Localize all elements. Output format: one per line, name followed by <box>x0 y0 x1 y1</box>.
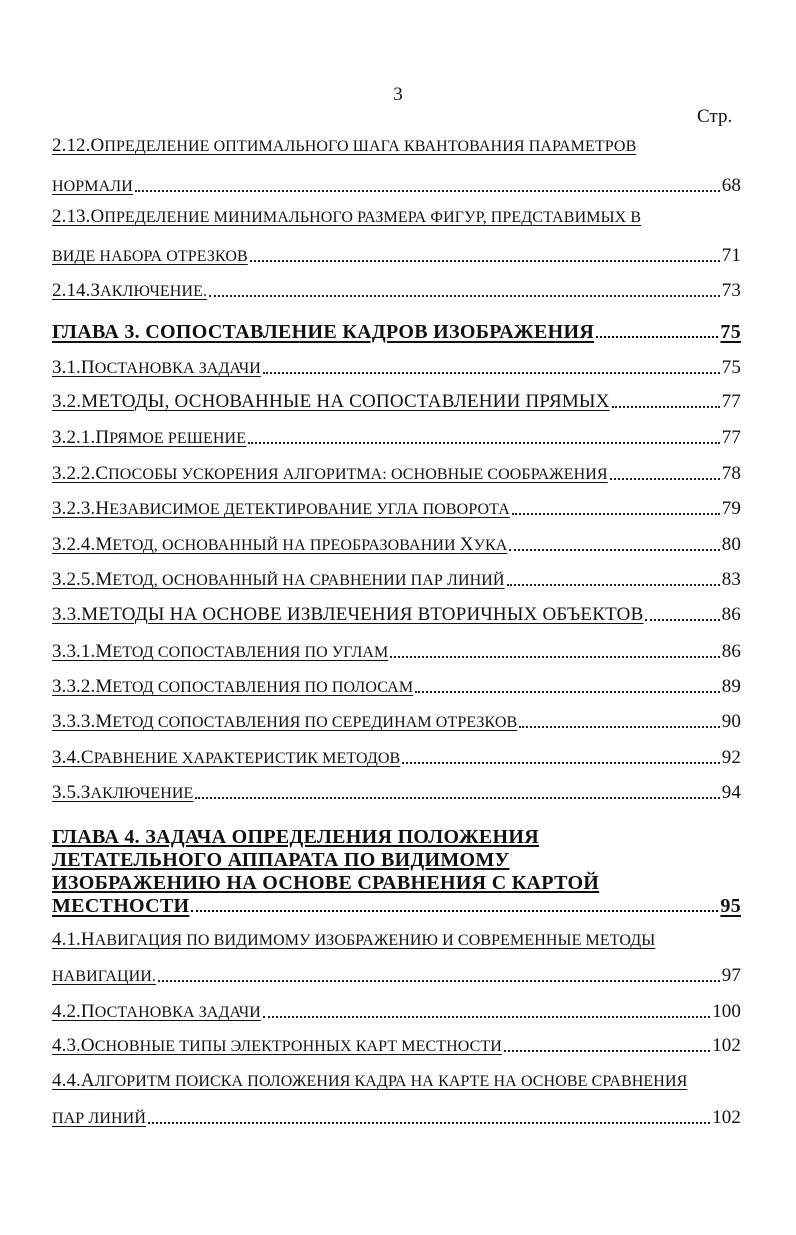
toc-entry-3-3-3[interactable]: 3.3.3.МЕТОД СОПОСТАВЛЕНИЯ ПО СЕРЕДИНАМ ОТРЕЗКОВ 90 <box>52 711 741 732</box>
chapter-title-line: ГЛАВА 4. ЗАДАЧА ОПРЕДЕЛЕНИЯ ПОЛОЖЕНИЯ <box>52 826 540 848</box>
toc-entry-2-12[interactable]: 2.12.ОПРЕДЕЛЕНИЕ ОПТИМАЛЬНОГО ШАГА КВАНТОВАНИЯ ПАРАМЕТРОВ <box>52 135 637 156</box>
toc-entry-page: 95 <box>720 895 741 917</box>
toc-entry-page: 86 <box>721 604 741 625</box>
toc-entry-title: 3.2.МЕТОДЫ, ОСНОВАННЫЕ НА СОПОСТАВЛЕНИИ ПРЯМЫХ <box>52 391 610 412</box>
toc-entry-page: 77 <box>721 391 741 412</box>
toc-chapter-3[interactable] <box>52 322 741 342</box>
toc-entry-3-4[interactable]: 3.4.СРАВНЕНИЕ ХАРАКТЕРИСТИК МЕТОДОВ 92 <box>52 747 741 768</box>
toc-entry-page: 73 <box>721 280 741 301</box>
dot-leader <box>158 970 720 982</box>
toc-entry-4-4[interactable]: 4.4.АЛГОРИТМ ПОИСКА ПОЛОЖЕНИЯ КАДРА НА КАРТЕ НА ОСНОВЕ СРАВНЕНИЯ <box>52 1070 688 1091</box>
toc-entry-title: АКЛЮЧЕНИЕ <box>90 785 194 802</box>
toc-entry-title: РЯМОЕ РЕШЕНИЕ <box>109 430 247 447</box>
toc-entry-4-1[interactable]: 4.1.НАВИГАЦИЯ ПО ВИДИМОМУ ИЗОБРАЖЕНИЮ И СОВРЕМЕННЫЕ МЕТОДЫ <box>52 929 656 950</box>
toc-entry-4-2[interactable]: 4.2.ПОСТАНОВКА ЗАДАЧИ 100 <box>52 1001 741 1022</box>
toc-entry-2-13-continued[interactable] <box>52 246 741 265</box>
dot-leader <box>195 787 719 799</box>
toc-entry-page: 80 <box>721 534 741 555</box>
chapter-title-line: ЛЕТАТЕЛЬНОГО АППАРАТА ПО ВИДИМОМУ <box>52 849 510 871</box>
toc-entry-4-1-continued[interactable] <box>52 966 741 985</box>
toc-entry-2-14[interactable]: 2.14.ЗАКЛЮЧЕНИЕ. 73 <box>52 280 741 301</box>
dot-leader <box>512 503 720 515</box>
dot-leader <box>250 250 720 262</box>
toc-entry-title: 3.3.МЕТОДЫ НА ОСНОВЕ ИЗВЛЕЧЕНИЯ ВТОРИЧНЫХ ОБЪЕКТОВ <box>52 604 644 625</box>
dot-leader <box>504 1040 710 1052</box>
dot-leader <box>596 326 718 338</box>
toc-entry-page: 83 <box>721 569 741 590</box>
toc-entry-3-2[interactable] <box>52 392 741 411</box>
toc-entry-page: 97 <box>721 965 741 986</box>
dot-leader <box>415 681 720 693</box>
toc-entry-title: ЕТОД СОПОСТАВЛЕНИЯ ПО УГЛАМ <box>112 644 389 661</box>
toc-entry-title: ОСТАНОВКА ЗАДАЧИ <box>94 360 261 377</box>
dot-leader <box>263 1006 710 1018</box>
toc-entry-title: СНОВНЫЕ ТИПЫ ЭЛЕКТРОННЫХ КАРТ МЕСТНОСТИ <box>94 1038 502 1055</box>
toc-entry-4-3[interactable]: 4.3.ОСНОВНЫЕ ТИПЫ ЭЛЕКТРОННЫХ КАРТ МЕСТНОСТИ 102 <box>52 1035 741 1056</box>
toc-chapter-4[interactable] <box>52 826 752 895</box>
toc-entry-title: ПРЕДЕЛЕНИЕ ОПТИМАЛЬНОГО ШАГА КВАНТОВАНИЯ ПАРАМЕТРОВ <box>104 138 637 155</box>
toc-entry-3-2-1[interactable]: 3.2.1.ПРЯМОЕ РЕШЕНИЕ 77 <box>52 427 741 448</box>
toc-entry-title: ВИДЕ НАБОРА ОТРЕЗКОВ <box>52 248 248 265</box>
toc-entry-title: ПОСОБЫ УСКОРЕНИЯ АЛГОРИТМА: ОСНОВНЫЕ СООБРАЖЕНИЯ <box>108 466 608 483</box>
dot-leader <box>519 716 719 728</box>
dot-leader <box>248 432 720 444</box>
toc-entry-page: 68 <box>721 175 741 196</box>
toc-entry-page: 92 <box>721 747 741 768</box>
toc-entry-3-2-4[interactable]: 3.2.4.МЕТОД, ОСНОВАННЫЙ НА ПРЕОБРАЗОВАНИИ ХУКА 80 <box>52 534 741 555</box>
toc-entry-page: 71 <box>721 245 741 266</box>
toc-entry-page: 75 <box>720 321 741 343</box>
toc-entry-title: НОРМАЛИ <box>52 178 133 195</box>
toc-entry-title: РАВНЕНИЕ ХАРАКТЕРИСТИК МЕТОДОВ <box>93 750 401 767</box>
toc-chapter-4-last-line[interactable] <box>52 896 741 916</box>
toc-entry-3-2-5[interactable]: 3.2.5.МЕТОД, ОСНОВАННЫЙ НА СРАВНЕНИИ ПАР ЛИНИЙ 83 <box>52 569 741 590</box>
toc-entry-3-3-2[interactable]: 3.3.2.МЕТОД СОПОСТАВЛЕНИЯ ПО ПОЛОСАМ 89 <box>52 676 741 697</box>
toc-entry-page: 79 <box>721 498 741 519</box>
toc-entry-3-1[interactable]: 3.1.ПОСТАНОВКА ЗАДАЧИ 75 <box>52 357 741 378</box>
dot-leader <box>135 180 720 192</box>
dot-leader <box>402 752 720 764</box>
toc-entry-page: 94 <box>721 782 741 803</box>
toc-entry-number: 2.12. <box>52 135 91 156</box>
toc-entry-title: ПРЕДЕЛЕНИЕ МИНИМАЛЬНОГО РАЗМЕРА ФИГУР, ПРЕДСТАВИМЫХ В <box>104 209 642 226</box>
dot-leader <box>610 468 720 480</box>
dot-leader <box>612 396 720 408</box>
chapter-title-line: ИЗОБРАЖЕНИЮ НА ОСНОВЕ СРАВНЕНИЯ С КАРТОЙ <box>52 872 600 894</box>
toc-entry-3-3[interactable] <box>52 605 741 624</box>
page-number: 3 <box>393 84 403 105</box>
toc-entry-2-13[interactable]: 2.13.ОПРЕДЕЛЕНИЕ МИНИМАЛЬНОГО РАЗМЕРА ФИГУР, ПРЕДСТАВИМЫХ В <box>52 206 642 227</box>
dot-leader <box>509 539 719 551</box>
toc-entry-title: ЕТОД СОПОСТАВЛЕНИЯ ПО ПОЛОСАМ <box>112 679 414 696</box>
chapter-title-line: МЕСТНОСТИ <box>52 895 190 917</box>
dot-leader <box>507 574 720 586</box>
toc-entry-page: 102 <box>712 1035 741 1056</box>
dot-leader <box>263 362 720 374</box>
toc-entry-page: 78 <box>721 463 741 484</box>
toc-entry-page: 90 <box>721 711 741 732</box>
toc-entry-page: 77 <box>721 427 741 448</box>
toc-entry-title: АКЛЮЧЕНИЕ. <box>100 283 208 300</box>
dot-leader <box>390 646 719 658</box>
dot-leader <box>191 900 718 912</box>
toc-entry-page: 102 <box>712 1107 741 1128</box>
toc-entry-title: ПАР ЛИНИЙ <box>52 1110 146 1127</box>
toc-entry-2-12-continued[interactable] <box>52 176 741 195</box>
toc-entry-page: 100 <box>712 1001 741 1022</box>
toc-entry-title: ЕЗАВИСИМОЕ ДЕТЕКТИРОВАНИЕ УГЛА ПОВОРОТА <box>109 501 510 518</box>
toc-entry-page: 86 <box>721 641 741 662</box>
toc-entry-3-2-2[interactable]: 3.2.2.СПОСОБЫ УСКОРЕНИЯ АЛГОРИТМА: ОСНОВНЫЕ СООБРАЖЕНИЯ 78 <box>52 463 741 484</box>
toc-entry-3-3-1[interactable]: 3.3.1.МЕТОД СОПОСТАВЛЕНИЯ ПО УГЛАМ 86 <box>52 641 741 662</box>
dot-leader <box>645 609 719 621</box>
page-column-label: Стр. <box>697 106 733 127</box>
dot-leader <box>148 1112 710 1124</box>
chapter-title: ГЛАВА 3. СОПОСТАВЛЕНИЕ КАДРОВ ИЗОБРАЖЕНИЯ <box>52 321 595 343</box>
toc-entry-title: ЕТОД СОПОСТАВЛЕНИЯ ПО СЕРЕДИНАМ ОТРЕЗКОВ <box>112 714 518 731</box>
toc-entry-4-4-continued[interactable] <box>52 1108 741 1127</box>
toc-entry-page: 89 <box>721 676 741 697</box>
toc-entry-page: 75 <box>721 357 741 378</box>
toc-entry-title: ЕТОД, ОСНОВАННЫЙ НА ПРЕОБРАЗОВАНИИ <box>112 537 460 554</box>
toc-entry-title: ЛГОРИТМ ПОИСКА ПОЛОЖЕНИЯ КАДРА НА КАРТЕ НА ОСНОВЕ СРАВНЕНИЯ <box>94 1073 688 1090</box>
toc-entry-3-5[interactable]: 3.5.ЗАКЛЮЧЕНИЕ 94 <box>52 782 741 803</box>
toc-entry-title: ЕТОД, ОСНОВАННЫЙ НА СРАВНЕНИИ ПАР ЛИНИЙ <box>112 572 505 589</box>
toc-entry-3-2-3[interactable]: 3.2.3.НЕЗАВИСИМОЕ ДЕТЕКТИРОВАНИЕ УГЛА ПОВОРОТА 79 <box>52 498 741 519</box>
toc-entry-title: ОСТАНОВКА ЗАДАЧИ <box>94 1004 261 1021</box>
toc-entry-title: НАВИГАЦИИ. <box>52 968 157 985</box>
dot-leader <box>209 285 720 297</box>
toc-entry-title: АВИГАЦИЯ ПО ВИДИМОМУ ИЗОБРАЖЕНИЮ И СОВРЕМЕННЫЕ МЕТОДЫ <box>94 932 656 949</box>
